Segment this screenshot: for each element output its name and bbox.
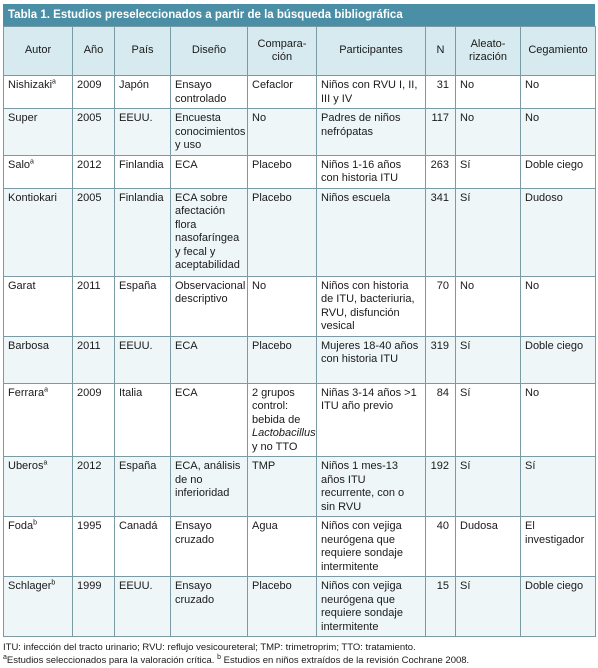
country-cell: España	[115, 276, 171, 336]
table-row	[4, 109, 596, 156]
header-cell: N	[426, 27, 456, 76]
author-cell: Garat	[4, 276, 73, 336]
studies-table	[3, 26, 596, 637]
randomization-cell: No	[456, 76, 521, 109]
randomization-cell: Sí	[456, 383, 521, 457]
table-row	[4, 517, 596, 577]
design-cell: ECA, análisis de no inferioridad	[171, 457, 248, 517]
author-cell: Foda$^b$	[4, 517, 73, 577]
author-cell: Kontiokari	[4, 188, 73, 276]
n-cell: 263	[426, 155, 456, 188]
table-row	[4, 188, 596, 276]
design-cell: ECA	[171, 336, 248, 383]
n-cell: 70	[426, 276, 456, 336]
header-cell: Diseño	[171, 27, 248, 76]
author-cell: Super	[4, 109, 73, 156]
n-cell: 319	[426, 336, 456, 383]
table-footnotes	[3, 641, 595, 667]
header-cell: País	[115, 27, 171, 76]
participants-cell: Niños 1-16 años con historia ITU	[317, 155, 426, 188]
table-body	[4, 76, 596, 637]
n-cell: 192	[426, 457, 456, 517]
blinding-cell: Doble ciego	[521, 336, 596, 383]
header-cell: Aleato-rización	[456, 27, 521, 76]
country-cell: Canadá	[115, 517, 171, 577]
randomization-cell: Sí	[456, 155, 521, 188]
header-cell: Cegamiento	[521, 27, 596, 76]
n-cell: 84	[426, 383, 456, 457]
year-cell: 2012	[73, 155, 115, 188]
header-cell: Compara-ción	[248, 27, 317, 76]
design-cell: Encuesta conocimientos y uso	[171, 109, 248, 156]
author-cell: Uberos$^a$	[4, 457, 73, 517]
year-cell: 2011	[73, 336, 115, 383]
n-cell: 15	[426, 577, 456, 637]
country-cell: EEUU.	[115, 336, 171, 383]
comparison-cell: 2 grupos control: bebida de Lactobacillus y no TTO	[248, 383, 317, 457]
participants-cell: Niñas 3-14 años >1 ITU año previo	[317, 383, 426, 457]
header-cell: Autor	[4, 27, 73, 76]
comparison-cell: Placebo	[248, 188, 317, 276]
year-cell: 2012	[73, 457, 115, 517]
table-row	[4, 276, 596, 336]
comparison-cell: Placebo	[248, 336, 317, 383]
header-cell: Participantes	[317, 27, 426, 76]
participants-cell: Niños con historia de ITU, bacteriuria, RVU, disfunción vesical	[317, 276, 426, 336]
table-row	[4, 457, 596, 517]
year-cell: 2005	[73, 188, 115, 276]
comparison-cell: Placebo	[248, 155, 317, 188]
comparison-cell: Cefaclor	[248, 76, 317, 109]
randomization-cell: Sí	[456, 336, 521, 383]
randomization-cell: Dudosa	[456, 517, 521, 577]
participants-cell: Niños escuela	[317, 188, 426, 276]
randomization-cell: No	[456, 109, 521, 156]
table-row	[4, 577, 596, 637]
design-cell: Ensayo cruzado	[171, 577, 248, 637]
design-cell: Ensayo controlado	[171, 76, 248, 109]
comparison-cell: TMP	[248, 457, 317, 517]
country-cell: EEUU.	[115, 577, 171, 637]
design-cell: Observacional descriptivo	[171, 276, 248, 336]
table-container	[3, 4, 595, 667]
comparison-cell: Placebo	[248, 577, 317, 637]
blinding-cell: Dudoso	[521, 188, 596, 276]
table-row	[4, 76, 596, 109]
country-cell: Finlandia	[115, 188, 171, 276]
year-cell: 2009	[73, 383, 115, 457]
n-cell: 117	[426, 109, 456, 156]
blinding-cell: El investigador	[521, 517, 596, 577]
participants-cell: Niños 1 mes-13 años ITU recurrente, con o sin RVU	[317, 457, 426, 517]
blinding-cell: Doble ciego	[521, 577, 596, 637]
author-cell: Ferrara$^a$	[4, 383, 73, 457]
comparison-cell: No	[248, 109, 317, 156]
blinding-cell: No	[521, 276, 596, 336]
design-cell: Ensayo cruzado	[171, 517, 248, 577]
table-row	[4, 155, 596, 188]
table-row	[4, 336, 596, 383]
table-row	[4, 383, 596, 457]
country-cell: EEUU.	[115, 109, 171, 156]
year-cell: 2011	[73, 276, 115, 336]
participants-cell: Niños con vejiga neurógena que requiere sondaje intermitente	[317, 577, 426, 637]
randomization-cell: No	[456, 276, 521, 336]
participants-cell: Niños con RVU I, II, III y IV	[317, 76, 426, 109]
year-cell: 1999	[73, 577, 115, 637]
blinding-cell: No	[521, 109, 596, 156]
author-cell: Schlager$^b$	[4, 577, 73, 637]
blinding-cell: Doble ciego	[521, 155, 596, 188]
footnote-studies: $^a$Estudios seleccionados para la valoración crítica. $^b$ Estudios en niños extraídos de la revisión Cochrane 2008.	[3, 653, 470, 666]
blinding-cell: No	[521, 383, 596, 457]
comparison-cell: No	[248, 276, 317, 336]
blinding-cell: No	[521, 76, 596, 109]
table-title: Tabla 1. Estudios preseleccionados a partir de la búsqueda bibliográfica	[3, 4, 595, 26]
participants-cell: Niños con vejiga neurógena que requiere sondaje intermitente	[317, 517, 426, 577]
n-cell: 341	[426, 188, 456, 276]
design-cell: ECA	[171, 383, 248, 457]
year-cell: 1995	[73, 517, 115, 577]
randomization-cell: Sí	[456, 457, 521, 517]
randomization-cell: Sí	[456, 188, 521, 276]
country-cell: Finlandia	[115, 155, 171, 188]
year-cell: 2009	[73, 76, 115, 109]
author-cell: Salo$^a$	[4, 155, 73, 188]
n-cell: 31	[426, 76, 456, 109]
design-cell: ECA sobre afectación flora nasofaríngea y fecal y aceptabilidad	[171, 188, 248, 276]
country-cell: Japón	[115, 76, 171, 109]
randomization-cell: Sí	[456, 577, 521, 637]
header-row	[4, 27, 596, 76]
country-cell: Italia	[115, 383, 171, 457]
author-cell: Nishizaki$^a$	[4, 76, 73, 109]
n-cell: 40	[426, 517, 456, 577]
comparison-cell: Agua	[248, 517, 317, 577]
year-cell: 2005	[73, 109, 115, 156]
participants-cell: Mujeres 18-40 años con historia ITU	[317, 336, 426, 383]
header-cell: Año	[73, 27, 115, 76]
blinding-cell: Sí	[521, 457, 596, 517]
author-cell: Barbosa	[4, 336, 73, 383]
participants-cell: Padres de niños nefrópatas	[317, 109, 426, 156]
footnote-abbreviations: ITU: infección del tracto urinario; RVU: reflujo vesicoureteral; TMP: trimetroprim; TTO: tratamiento.	[3, 642, 416, 653]
country-cell: España	[115, 457, 171, 517]
design-cell: ECA	[171, 155, 248, 188]
